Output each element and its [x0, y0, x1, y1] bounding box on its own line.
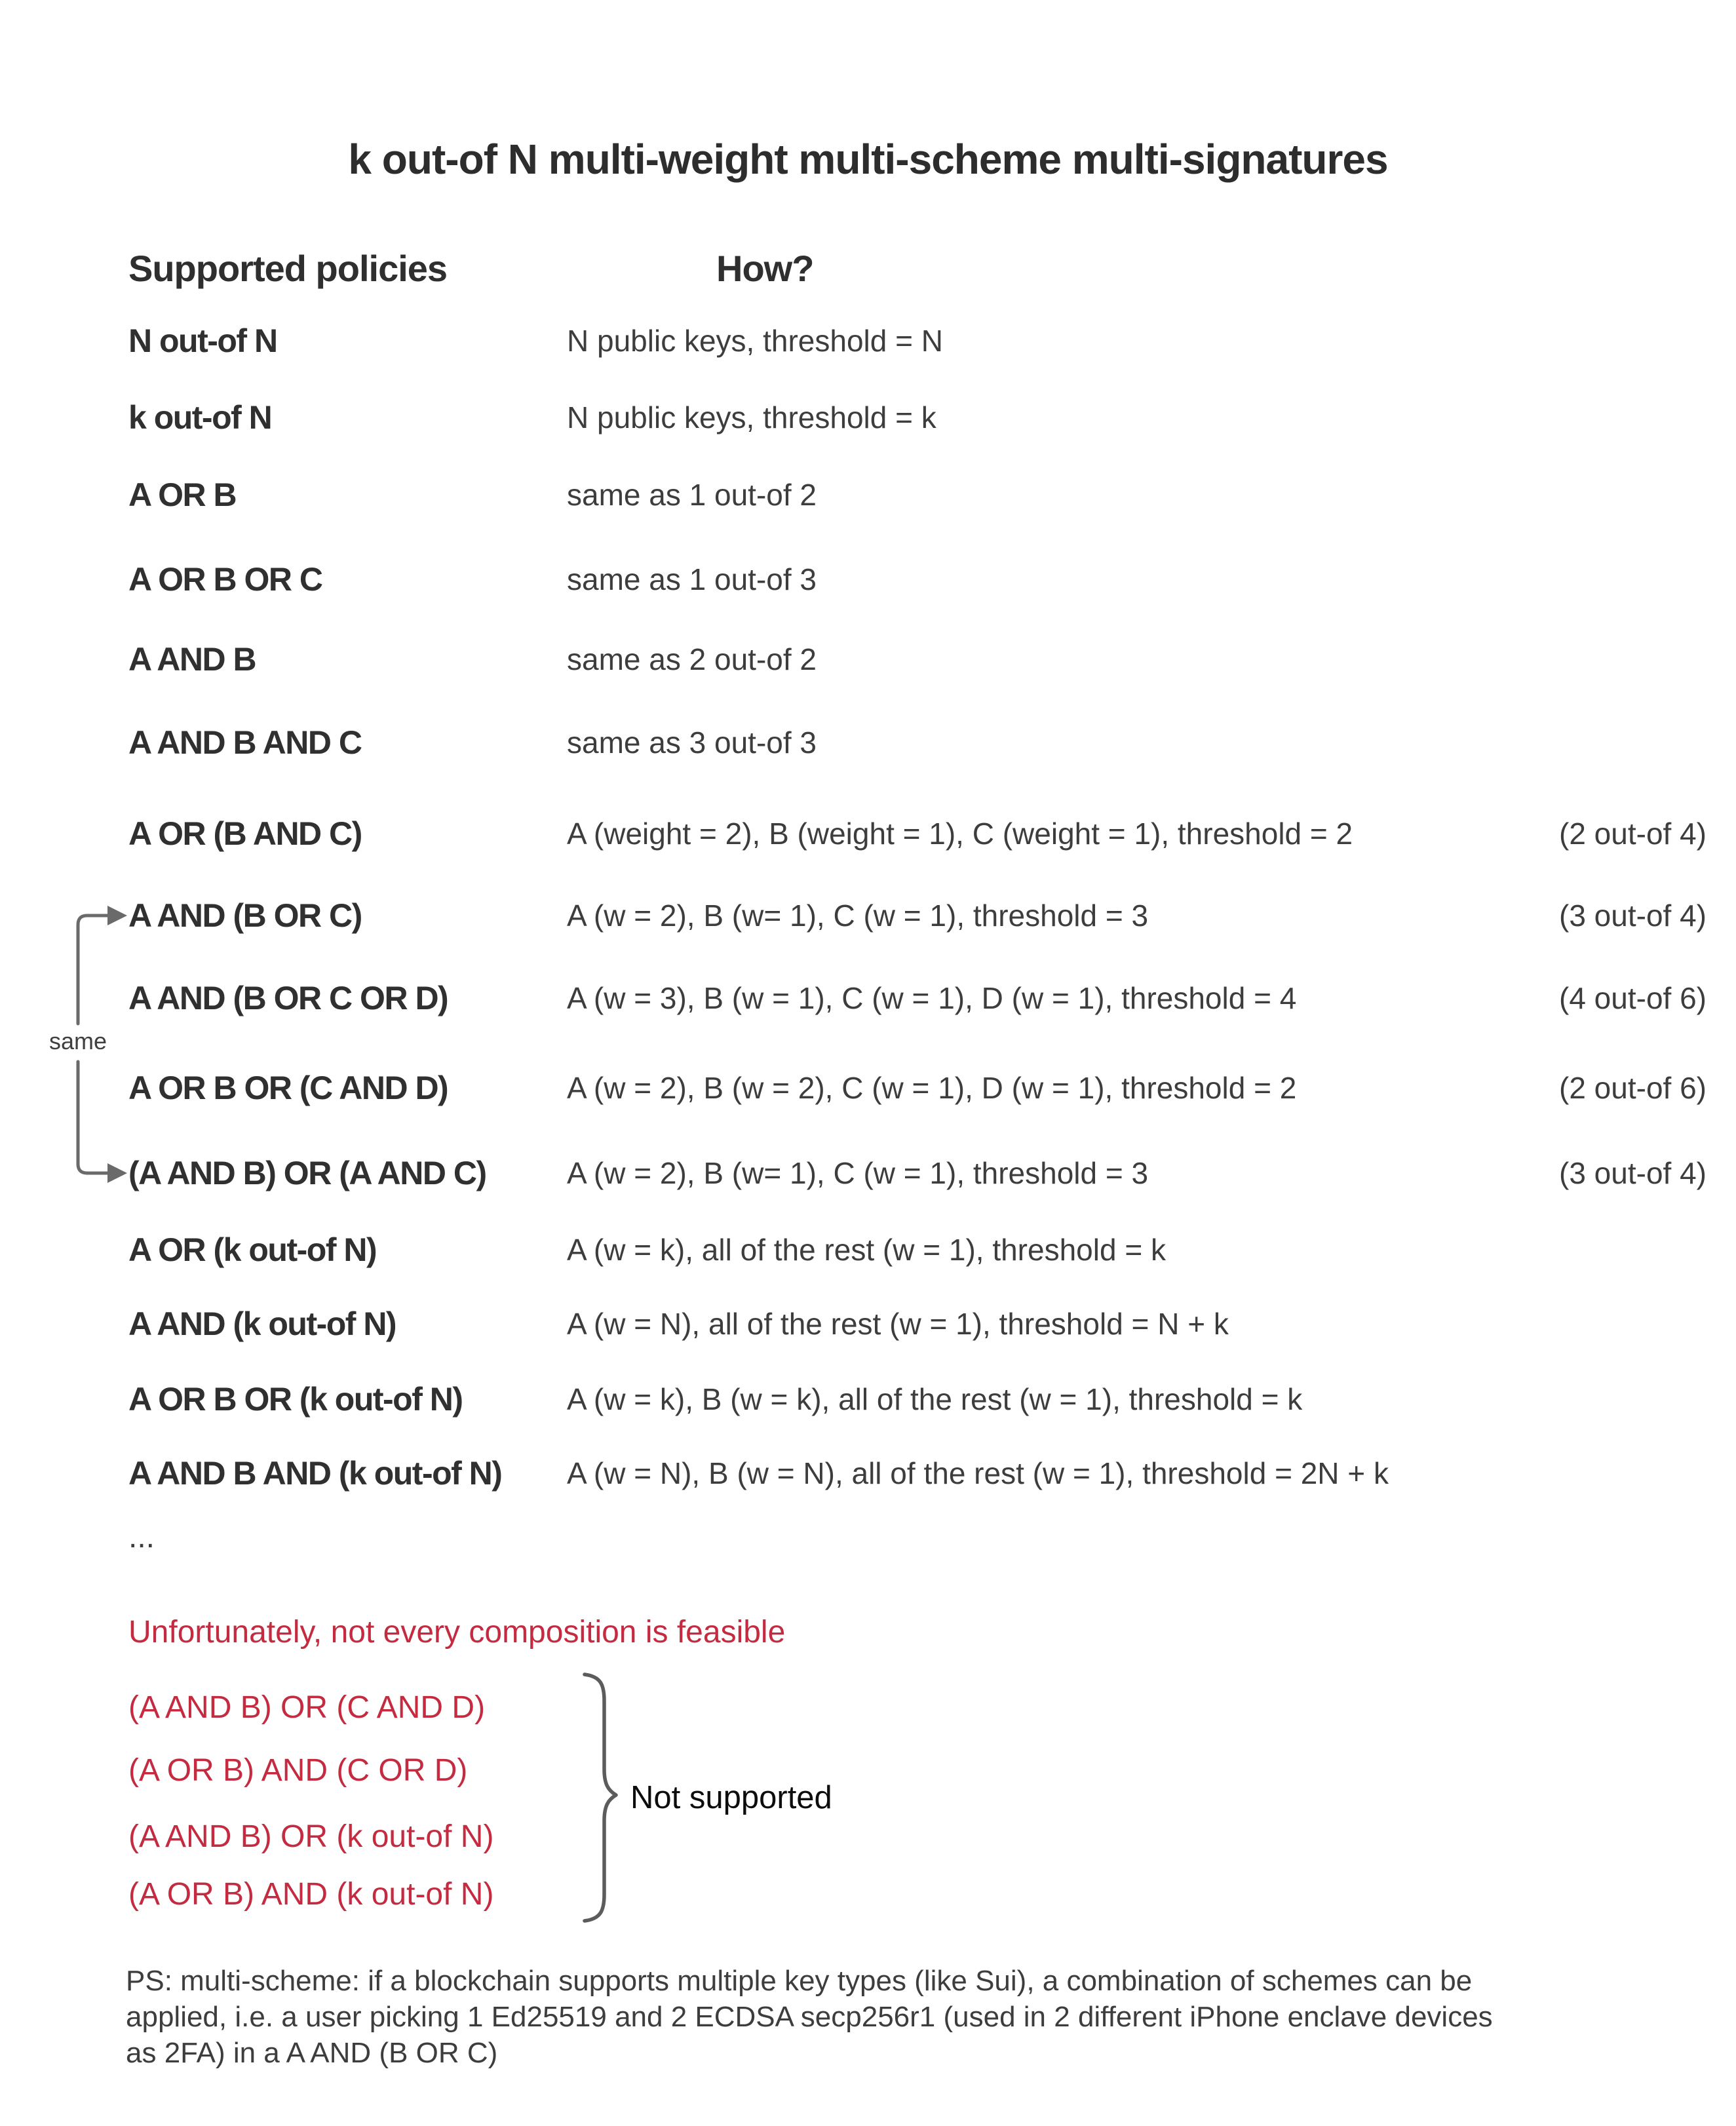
equivalence-cell: (4 out-of 6) — [1559, 981, 1707, 1015]
how-cell: A (w = 2), B (w = 2), C (w = 1), D (w = 1), threshold = 2 — [567, 1071, 1297, 1105]
how-cell: A (w = N), B (w = N), all of the rest (w = 1), threshold = 2N + k — [567, 1456, 1389, 1490]
table-row — [0, 474, 1736, 515]
page-title: k out-of N multi-weight multi-scheme multi-signatures — [348, 135, 1388, 183]
infeasible-item: (A AND B) OR (k out-of N) — [128, 1819, 494, 1854]
how-cell: A (w = k), B (w = k), all of the rest (w = 1), threshold = k — [567, 1382, 1303, 1416]
table-row — [0, 895, 1736, 936]
how-cell: same as 1 out-of 3 — [567, 562, 817, 596]
table-row — [0, 1229, 1736, 1270]
table-row — [0, 722, 1736, 763]
policy-cell: A AND B AND C — [128, 724, 362, 761]
table-row — [0, 1453, 1736, 1494]
table-row — [0, 320, 1736, 361]
table-row — [0, 1379, 1736, 1420]
column-header-supported-policies: Supported policies — [128, 248, 448, 289]
equivalence-cell: (2 out-of 6) — [1559, 1071, 1707, 1105]
policy-cell: A OR B OR (C AND D) — [128, 1070, 448, 1106]
how-cell: same as 2 out-of 2 — [567, 642, 817, 676]
curly-brace-icon — [581, 1671, 620, 1924]
how-cell: same as 1 out-of 2 — [567, 478, 817, 512]
how-cell: A (weight = 2), B (weight = 1), C (weight = 1), threshold = 2 — [567, 817, 1353, 851]
ps-line: applied, i.e. a user picking 1 Ed25519 and 2 ECDSA secp256r1 (used in 2 different iPhone enclave devices — [126, 2001, 1493, 2033]
policy-cell: A OR B OR C — [128, 561, 322, 598]
policy-cell: A AND (B OR C OR D) — [128, 980, 448, 1016]
policy-cell: A AND (B OR C) — [128, 897, 362, 934]
policy-cell: A OR (k out-of N) — [128, 1231, 377, 1268]
column-header-how: How? — [716, 248, 814, 289]
arrow-right-icon — [107, 1163, 127, 1183]
ps-line: as 2FA) in a A AND (B OR C) — [126, 2037, 498, 2069]
policy-cell: (A AND B) OR (A AND C) — [128, 1155, 486, 1191]
policy-cell: k out-of N — [128, 399, 272, 436]
table-row — [0, 639, 1736, 680]
table-row — [0, 813, 1736, 854]
equivalence-cell: (2 out-of 4) — [1559, 817, 1707, 851]
ps-note — [126, 1963, 1672, 2071]
how-cell: A (w = k), all of the rest (w = 1), threshold = k — [567, 1233, 1166, 1267]
how-cell: same as 3 out-of 3 — [567, 725, 817, 760]
how-cell: A (w = 2), B (w= 1), C (w = 1), threshold = 3 — [567, 1156, 1149, 1190]
table-row — [0, 978, 1736, 1018]
how-cell: N public keys, threshold = k — [567, 400, 936, 435]
infeasible-item: (A AND B) OR (C AND D) — [128, 1690, 486, 1725]
policy-cell: A OR B OR (k out-of N) — [128, 1381, 463, 1418]
infeasible-item: (A OR B) AND (C OR D) — [128, 1753, 468, 1788]
policy-cell: A AND B — [128, 641, 256, 678]
table-row — [0, 397, 1736, 438]
policy-cell: A OR B — [128, 476, 237, 513]
table-row — [0, 1304, 1736, 1344]
how-cell: A (w = 3), B (w = 1), C (w = 1), D (w = 1), threshold = 4 — [567, 981, 1297, 1015]
equivalence-cell: (3 out-of 4) — [1559, 1156, 1707, 1190]
infeasible-heading: Unfortunately, not every composition is feasible — [128, 1615, 786, 1650]
table-row — [0, 559, 1736, 600]
policy-cell: N out-of N — [128, 322, 277, 359]
same-label: same — [48, 1028, 107, 1054]
policy-cell: A OR (B AND C) — [128, 815, 362, 852]
how-cell: N public keys, threshold = N — [567, 324, 943, 358]
policy-cell: A AND B AND (k out-of N) — [128, 1455, 502, 1492]
table-row — [0, 1153, 1736, 1193]
infeasible-item: (A OR B) AND (k out-of N) — [128, 1877, 494, 1912]
not-supported-label: Not supported — [630, 1780, 832, 1815]
ps-line: PS: multi-scheme: if a blockchain supports multiple key types (like Sui), a combination of schemes can be — [126, 1965, 1473, 1997]
how-cell: A (w = 2), B (w= 1), C (w = 1), threshold = 3 — [567, 899, 1149, 933]
arrow-right-icon — [107, 906, 127, 925]
policy-cell: A AND (k out-of N) — [128, 1305, 396, 1342]
equivalence-cell: (3 out-of 4) — [1559, 899, 1707, 933]
table-row — [0, 1068, 1736, 1108]
how-cell: A (w = N), all of the rest (w = 1), threshold = N + k — [567, 1307, 1229, 1341]
ellipsis: ... — [128, 1520, 155, 1555]
